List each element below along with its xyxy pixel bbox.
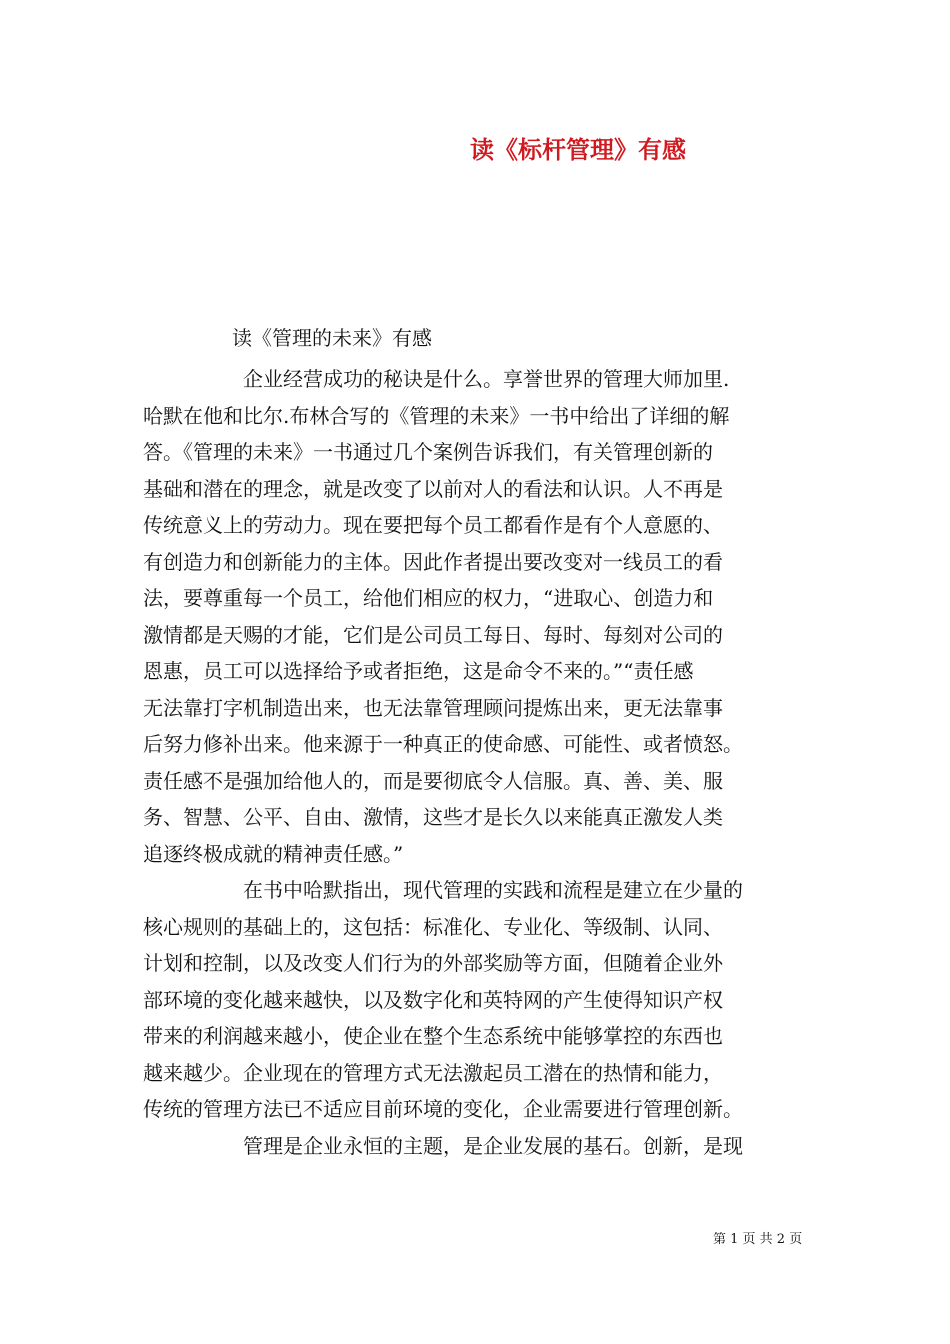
paragraph-2-line: 核心规则的基础上的，这包括：标准化、专业化、等级制、认同、 (143, 914, 723, 939)
paragraph-3-line: 管理是企业永恒的主题，是企业发展的基石。创新，是现 (243, 1133, 743, 1158)
paragraph-1-line: 企业经营成功的秘诀是什么。享誉世界的管理大师加里. (243, 367, 730, 391)
paragraph-2-line: 在书中哈默指出，现代管理的实践和流程是建立在少量的 (243, 878, 743, 902)
paragraph-1-line: 务、智慧、公平、自由、激情，这些才是长久以来能真正激发人类 (143, 805, 723, 829)
paragraph-2-line: 传统的管理方法已不适应目前环境的变化，企业需要进行管理创新。 (143, 1097, 743, 1121)
paragraph-1-line: 答。《管理的未来》一书通过几个案例告诉我们，有关管理创新的 (143, 440, 713, 464)
paragraph-2-line: 部环境的变化越来越快，以及数字化和英特网的产生使得知识产权 (143, 987, 723, 1012)
paragraph-2-line: 计划和控制，以及改变人们行为的外部奖励等方面，但随着企业外 (143, 951, 723, 975)
paragraph-1-line: 追逐终极成就的精神责任感。” (143, 841, 404, 866)
paragraph-1-line: 基础和潜在的理念，就是改变了以前对人的看法和认识。人不再是 (143, 476, 723, 501)
paragraph-1-line: 法，要尊重每一个员工，给他们相应的权力，“进取心、创造力和 (143, 586, 714, 610)
paragraph-1-line: 恩惠，员工可以选择给予或者拒绝，这是命令不来的。”“责任感 (143, 659, 694, 683)
article-body (143, 361, 823, 1164)
paragraph-2-line: 带来的利润越来越小，使企业在整个生态系统中能够掌控的东西也 (143, 1024, 723, 1048)
paragraph-1-line: 有创造力和创新能力的主体。因此作者提出要改变对一线员工的看 (143, 549, 723, 574)
paragraph-1-line: 激情都是天赐的才能，它们是公司员工每日、每时、每刻对公司的 (143, 622, 723, 647)
page-number-footer: 第 1 页 共 2 页 (713, 1232, 803, 1247)
paragraph-1-line: 后努力修补出来。他来源于一种真正的使命感、可能性、或者愤怒。 (143, 732, 743, 756)
paragraph-1-line: 责任感不是强加给他人的，而是要彻底令人信服。真、善、美、服 (143, 768, 723, 793)
article-subtitle: 读《管理的未来》有感 (232, 326, 432, 350)
document-title: 读《标杆管理》有感 (470, 135, 686, 164)
paragraph-1-line: 哈默在他和比尔.布林合写的《管理的未来》一书中给出了详细的解 (143, 403, 730, 428)
paragraph-1-line: 无法靠打字机制造出来，也无法靠管理顾问提炼出来，更无法靠事 (143, 695, 723, 720)
paragraph-2-line: 越来越少。企业现在的管理方式无法激起员工潜在的热情和能力， (143, 1060, 723, 1085)
paragraph-1-line: 传统意义上的劳动力。现在要把每个员工都看作是有个人意愿的、 (143, 513, 723, 537)
